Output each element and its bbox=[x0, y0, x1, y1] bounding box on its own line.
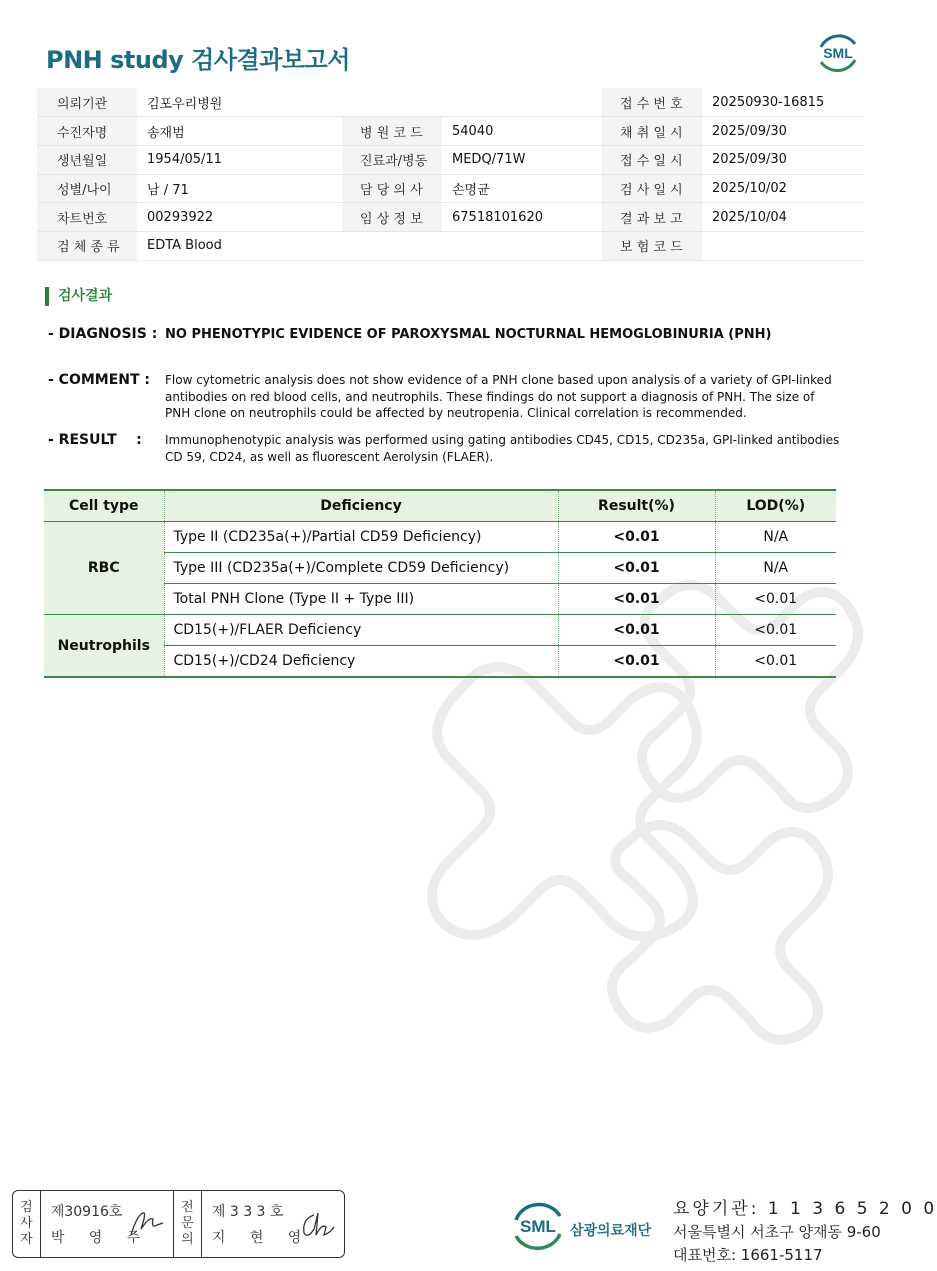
deficiency-cell: CD15(+)/CD24 Deficiency bbox=[164, 646, 558, 677]
section-heading: 검사결과 bbox=[45, 287, 112, 306]
result-text: Immunophenotypic analysis was performed using gating antibodies CD45, CD15, CD235a, GPI-linked antibodies CD 59, CD24, as well as fluorescent Aerolysin (FLAER). bbox=[165, 433, 840, 464]
info-row bbox=[37, 174, 864, 203]
deficiency-cell: Type III (CD235a(+)/Complete CD59 Deficiency) bbox=[164, 552, 558, 583]
info-row bbox=[37, 203, 864, 232]
result-cell: <0.01 bbox=[558, 552, 715, 583]
deficiency-cell: Type II (CD235a(+)/Partial CD59 Deficiency) bbox=[164, 521, 558, 552]
info-value: EDTA Blood bbox=[137, 231, 342, 260]
info-label: 의뢰기관 bbox=[37, 88, 137, 117]
info-label: 성별/나이 bbox=[37, 174, 137, 203]
patient-info-table bbox=[37, 88, 864, 261]
page-title: PNH study 검사결과보고서 bbox=[46, 46, 350, 74]
examiner-signature-icon bbox=[127, 1205, 167, 1245]
info-label: 검 체 종 류 bbox=[37, 231, 137, 260]
info-label: 결 과 보 고 bbox=[602, 203, 702, 232]
specialist-license: 제 3 3 3 호 bbox=[211, 1204, 284, 1220]
info-label: 검 사 일 시 bbox=[602, 174, 702, 203]
diagnosis-label: - DIAGNOSIS : bbox=[48, 326, 158, 342]
info-label: 병 원 코 드 bbox=[342, 117, 442, 146]
cell-type-rbc: RBC bbox=[44, 521, 164, 615]
info-label: 담 당 의 사 bbox=[342, 174, 442, 203]
info-label: 생년월일 bbox=[37, 145, 137, 174]
vertical-char: 자 bbox=[20, 1232, 33, 1247]
info-value: 20250930-16815 bbox=[702, 88, 864, 117]
info-value: 2025/09/30 bbox=[702, 145, 864, 174]
info-label: 수진자명 bbox=[37, 117, 137, 146]
table-row bbox=[44, 521, 836, 552]
table-row bbox=[44, 615, 836, 646]
info-value: 00293922 bbox=[137, 203, 342, 232]
specialist-block bbox=[202, 1191, 344, 1257]
vertical-char: 문 bbox=[181, 1216, 194, 1231]
info-value: 송재범 bbox=[137, 117, 342, 146]
comment-label: - COMMENT : bbox=[48, 372, 151, 388]
lod-cell: N/A bbox=[715, 521, 836, 552]
brand-name: 삼광의료재단 bbox=[570, 1223, 652, 1239]
info-label: 보 험 코 드 bbox=[602, 231, 702, 260]
info-value: MEDQ/71W bbox=[442, 145, 602, 174]
info-value: 2025/10/04 bbox=[702, 203, 864, 232]
specialist-name: 지 현 영 bbox=[211, 1230, 312, 1246]
info-row bbox=[37, 231, 864, 260]
info-label bbox=[342, 88, 442, 117]
brand-logo-text: SML bbox=[520, 1217, 556, 1236]
column-header: Result(%) bbox=[558, 490, 715, 521]
vertical-char: 의 bbox=[181, 1232, 194, 1247]
comment-text: Flow cytometric analysis does not show evidence of a PNH clone based upon analysis of a variety of GPI-linked antibodies on red blood cells, and neutrophils. These findings do not support a diagnosis of PNH. The size of PNH clone on neutrophils could be affected by neutropenia. Clinical correlation is recommended. bbox=[165, 373, 832, 420]
deficiency-cell: CD15(+)/FLAER Deficiency bbox=[164, 615, 558, 646]
phone: 대표번호: 1661-5117 bbox=[673, 1246, 823, 1264]
info-value: 54040 bbox=[442, 117, 602, 146]
specialist-vertical-label bbox=[174, 1191, 202, 1257]
info-label: 접 수 번 호 bbox=[602, 88, 702, 117]
examiner-vertical-label bbox=[13, 1191, 41, 1257]
info-value bbox=[442, 88, 602, 117]
results-header-row bbox=[44, 490, 836, 521]
vertical-char: 전 bbox=[181, 1200, 194, 1215]
address-block bbox=[673, 1198, 937, 1267]
info-label: 임 상 정 보 bbox=[342, 203, 442, 232]
cell-type-neutrophils: Neutrophils bbox=[44, 615, 164, 677]
column-header: Deficiency bbox=[164, 490, 558, 521]
vertical-char: 사 bbox=[20, 1216, 33, 1231]
result-cell: <0.01 bbox=[558, 583, 715, 614]
lod-cell: <0.01 bbox=[715, 615, 836, 646]
examiner-name: 박 영 주 bbox=[50, 1230, 151, 1246]
address: 서울특별시 서초구 양재동 9-60 bbox=[673, 1223, 881, 1241]
deficiency-cell: Total PNH Clone (Type II + Type III) bbox=[164, 583, 558, 614]
info-value: 손명균 bbox=[442, 174, 602, 203]
result-label: - RESULT : bbox=[48, 432, 142, 448]
info-label: 접 수 일 시 bbox=[602, 145, 702, 174]
info-label bbox=[342, 231, 442, 260]
signature-box bbox=[12, 1190, 345, 1258]
diagnosis-text: NO PHENOTYPIC EVIDENCE OF PAROXYSMAL NOCTURNAL HEMOGLOBINURIA (PNH) bbox=[165, 327, 772, 342]
sml-logo-icon bbox=[815, 30, 861, 76]
result-cell: <0.01 bbox=[558, 521, 715, 552]
info-value: 2025/09/30 bbox=[702, 117, 864, 146]
sml-logo-text: SML bbox=[823, 45, 853, 61]
lod-cell: <0.01 bbox=[715, 646, 836, 677]
results-table bbox=[44, 489, 836, 678]
info-value: 67518101620 bbox=[442, 203, 602, 232]
result-cell: <0.01 bbox=[558, 646, 715, 677]
info-value bbox=[702, 231, 864, 260]
examiner-block bbox=[41, 1191, 174, 1257]
vertical-char: 검 bbox=[20, 1200, 33, 1215]
info-row bbox=[37, 117, 864, 146]
column-header: Cell type bbox=[44, 490, 164, 521]
info-value: 김포우리병원 bbox=[137, 88, 342, 117]
org-code: 요양기관: 1 1 3 6 5 2 0 0 bbox=[673, 1199, 937, 1219]
lod-cell: <0.01 bbox=[715, 583, 836, 614]
examiner-license: 제30916호 bbox=[50, 1204, 123, 1220]
info-value: 2025/10/02 bbox=[702, 174, 864, 203]
info-label: 채 취 일 시 bbox=[602, 117, 702, 146]
brand-logo-icon bbox=[508, 1200, 568, 1252]
info-row bbox=[37, 88, 864, 117]
info-value: 1954/05/11 bbox=[137, 145, 342, 174]
info-row bbox=[37, 145, 864, 174]
info-label: 진료과/병동 bbox=[342, 145, 442, 174]
specialist-signature-icon bbox=[298, 1205, 338, 1245]
result-cell: <0.01 bbox=[558, 615, 715, 646]
info-value bbox=[442, 231, 602, 260]
info-value: 남 / 71 bbox=[137, 174, 342, 203]
lod-cell: N/A bbox=[715, 552, 836, 583]
column-header: LOD(%) bbox=[715, 490, 836, 521]
info-label: 차트번호 bbox=[37, 203, 137, 232]
